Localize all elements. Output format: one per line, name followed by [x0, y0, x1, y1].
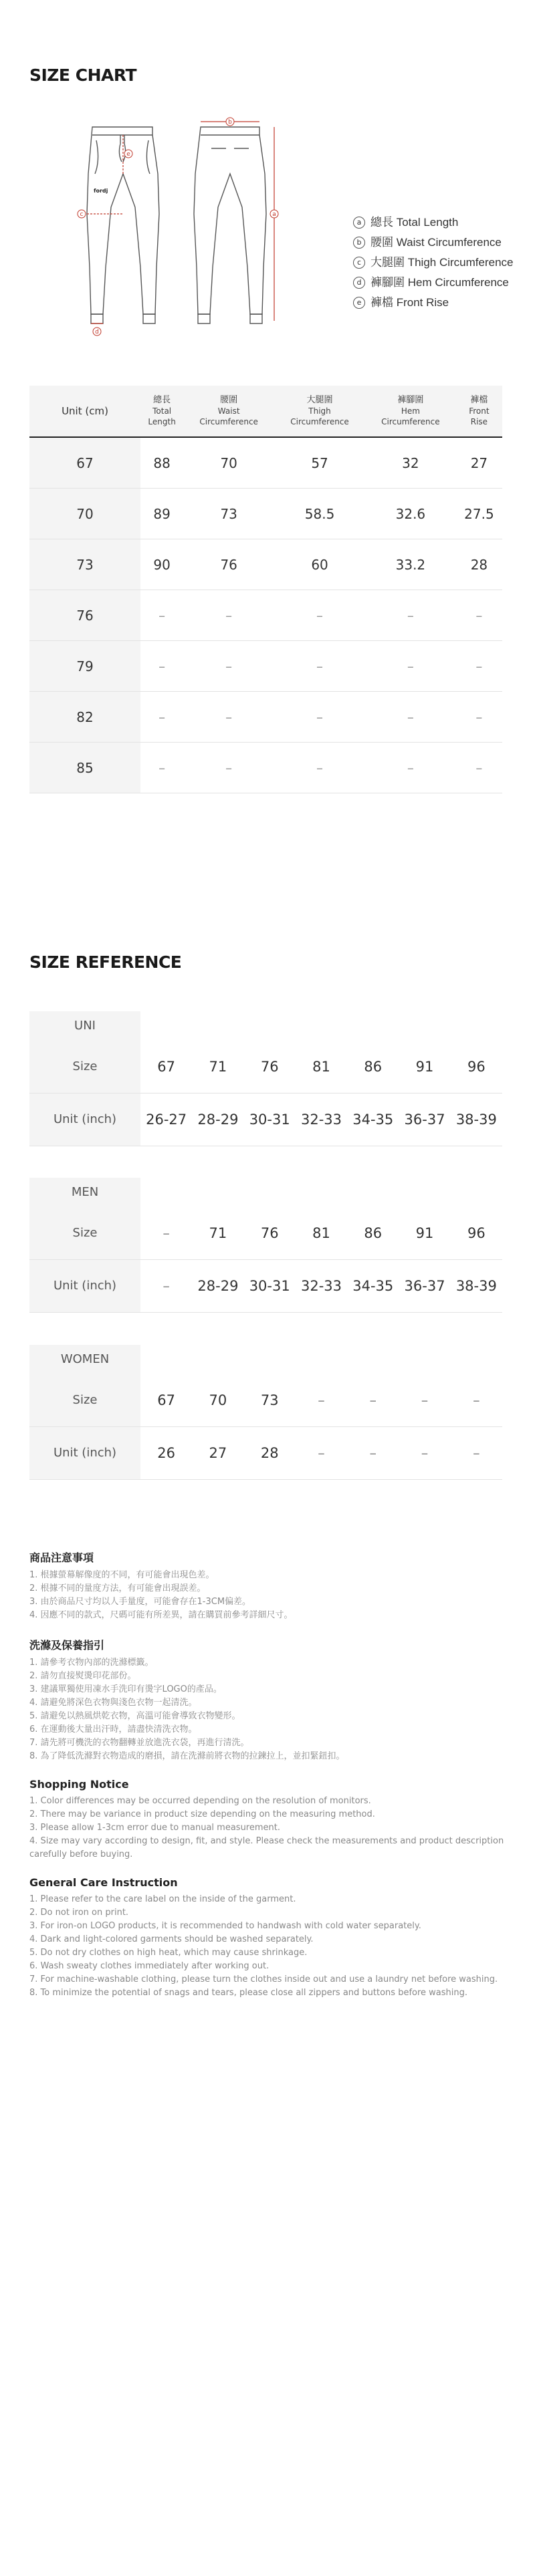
measurement-legend — [353, 213, 514, 313]
note-item: 1. 請參考衣物內部的洗滌標籤。 — [29, 1658, 154, 1668]
table-row — [29, 489, 502, 539]
notes-heading: General Care Instruction — [29, 1876, 178, 1889]
size-cell: 82 — [29, 692, 140, 743]
legend-item — [353, 213, 514, 233]
inch-row — [29, 1427, 502, 1480]
legend-marker: d — [353, 277, 365, 289]
measurement-cell: 27.5 — [456, 489, 502, 539]
shopping-notice-en — [29, 1778, 511, 1861]
note-item: 2. Do not iron on print. — [29, 1908, 129, 1918]
note-item: 3. For iron-on LOGO products, it is recommended to handwash with cold water separately. — [29, 1921, 421, 1931]
note-item: 8. 為了降低洗滌對衣物造成的磨損，請在洗滌前將衣物的拉鍊拉上，並扣緊鈕扣。 — [29, 1751, 345, 1761]
legend-item — [353, 233, 514, 253]
inch-row — [29, 1260, 502, 1313]
measurement-cell: – — [274, 590, 365, 641]
measurement-cell: – — [274, 743, 365, 793]
note-item: 6. 在運動後大量出汗時，請盡快清洗衣物。 — [29, 1724, 197, 1734]
size-value: – — [421, 1392, 429, 1408]
size-value: 26 — [157, 1445, 175, 1461]
size-value: 34-35 — [352, 1278, 394, 1294]
size-value: 34-35 — [352, 1112, 394, 1128]
measurement-cell: 32 — [365, 437, 456, 489]
group-title: MEN — [29, 1178, 140, 1207]
marker-e: e — [126, 151, 130, 158]
size-value: 36-37 — [404, 1112, 445, 1128]
measurement-cell: 90 — [140, 539, 183, 590]
note-item: 4. Size may vary according to design, fit, and style. Please check the measurements and product description carefully before buying. — [29, 1836, 504, 1859]
size-value: 76 — [260, 1059, 279, 1075]
size-value: 96 — [467, 1059, 486, 1075]
size-row — [29, 1374, 502, 1427]
measurement-cell: – — [365, 590, 456, 641]
measurement-cell: – — [456, 743, 502, 793]
measurement-cell: – — [456, 692, 502, 743]
note-item: 1. 根據螢幕解像度的不同，有可能會出現色差。 — [29, 1570, 215, 1580]
measurement-cell: 89 — [140, 489, 183, 539]
size-value: 30-31 — [249, 1278, 290, 1294]
note-item: 6. Wash sweaty clothes immediately after working out. — [29, 1961, 270, 1971]
note-item: 3. 建議單獨使用凍水手洗印有燙字LOGO的產品。 — [29, 1684, 222, 1694]
table-row — [29, 743, 502, 793]
group-title: UNI — [29, 1011, 140, 1041]
measurement-cell: 32.6 — [365, 489, 456, 539]
note-item: 1. Color differences may be occurred depending on the resolution of monitors. — [29, 1796, 371, 1806]
inch-row — [29, 1093, 502, 1146]
size-row — [29, 1207, 502, 1260]
measurement-cell: – — [456, 590, 502, 641]
note-item: 5. Do not dry clothes on high heat, which may cause shrinkage. — [29, 1948, 308, 1958]
measurement-cell: 76 — [183, 539, 274, 590]
measurement-cell: 27 — [456, 437, 502, 489]
size-value: 32-33 — [300, 1278, 342, 1294]
marker-a: a — [272, 211, 276, 218]
size-value: 67 — [157, 1059, 175, 1075]
notes-heading: 洗滌及保養指引 — [29, 1639, 105, 1652]
size-cell: 70 — [29, 489, 140, 539]
legend-label: 腰圍 Waist Circumference — [370, 236, 502, 249]
size-value: 26-27 — [146, 1112, 187, 1128]
size-value: 81 — [312, 1059, 330, 1075]
measurement-cell: – — [140, 743, 183, 793]
size-value: – — [473, 1445, 480, 1461]
measurement-cell: – — [140, 692, 183, 743]
size-value: – — [421, 1445, 429, 1461]
size-value: 28-29 — [197, 1112, 239, 1128]
size-value: 27 — [209, 1445, 227, 1461]
notes-section — [29, 1549, 511, 2015]
legend-marker: c — [353, 257, 365, 269]
size-value: 28-29 — [197, 1278, 239, 1294]
measurement-cell: – — [274, 692, 365, 743]
unit-header: Unit (cm) — [29, 386, 140, 437]
measurement-cell: – — [140, 590, 183, 641]
note-item: 1. Please refer to the care label on the inside of the garment. — [29, 1894, 296, 1904]
size-value: 36-37 — [404, 1278, 445, 1294]
legend-item — [353, 293, 514, 313]
size-reference-title: SIZE REFERENCE — [29, 952, 182, 972]
measurement-cell: 57 — [274, 437, 365, 489]
size-value: 86 — [364, 1059, 383, 1075]
size-value: – — [318, 1392, 325, 1408]
measurement-cell: – — [183, 641, 274, 692]
measurement-cell: 28 — [456, 539, 502, 590]
row-label: Size — [29, 1374, 140, 1426]
size-value: 91 — [415, 1059, 434, 1075]
size-value: 73 — [260, 1392, 279, 1408]
care-instruction-zh — [29, 1637, 511, 1763]
marker-b: b — [228, 119, 232, 126]
measurement-cell: 60 — [274, 539, 365, 590]
legend-label: 總長 Total Length — [370, 216, 459, 229]
legend-marker: b — [353, 237, 365, 249]
legend-marker: e — [353, 297, 365, 309]
measurement-cell: – — [365, 692, 456, 743]
size-value: 28 — [260, 1445, 279, 1461]
measurement-cell: – — [365, 641, 456, 692]
legend-label: 大腿圍 Thigh Circumference — [370, 256, 514, 269]
note-item: 7. 請先將可機洗的衣物翻轉並放進洗衣袋，再進行清洗。 — [29, 1738, 249, 1748]
measurement-cell: 33.2 — [365, 539, 456, 590]
legend-label: 褲腳圍 Hem Circumference — [370, 276, 509, 289]
row-label: Size — [29, 1041, 140, 1093]
size-cell: 85 — [29, 743, 140, 793]
size-value: – — [369, 1445, 377, 1461]
group-title: WOMEN — [29, 1345, 140, 1374]
measurement-cell: – — [183, 590, 274, 641]
notes-heading: Shopping Notice — [29, 1778, 129, 1791]
size-reference-uni — [29, 1011, 502, 1146]
size-value: 67 — [157, 1392, 175, 1408]
measurement-cell: – — [456, 641, 502, 692]
size-reference-men — [29, 1178, 502, 1313]
legend-item — [353, 273, 514, 293]
note-item: 2. There may be variance in product size depending on the measuring method. — [29, 1809, 375, 1819]
row-label: Unit (inch) — [29, 1093, 140, 1146]
note-item: 2. 根據不同的量度方法，有可能會出現誤差。 — [29, 1583, 206, 1593]
note-item: 8. To minimize the potential of snags and tears, please close all zippers and buttons before washing. — [29, 1988, 468, 1998]
size-value: 91 — [415, 1225, 434, 1241]
size-row — [29, 1041, 502, 1093]
measurement-cell: 88 — [140, 437, 183, 489]
legend-label: 褲檔 Front Rise — [370, 296, 449, 309]
table-row — [29, 590, 502, 641]
measurement-cell: 73 — [183, 489, 274, 539]
marker-c: c — [80, 211, 84, 218]
size-chart-title: SIZE CHART — [29, 66, 137, 85]
care-instruction-en — [29, 1876, 511, 2000]
note-item: 7. For machine-washable clothing, please turn the clothes inside out and use a laundry net before washing. — [29, 1974, 498, 1984]
table-row — [29, 641, 502, 692]
note-item: 5. 請避免以熱風烘乾衣物，高溫可能會導致衣物變形。 — [29, 1711, 241, 1721]
shopping-notice-zh — [29, 1549, 511, 1622]
size-value: 38-39 — [455, 1278, 497, 1294]
table-row — [29, 692, 502, 743]
measurement-cell: – — [365, 743, 456, 793]
table-row — [29, 539, 502, 590]
size-value: 38-39 — [455, 1112, 497, 1128]
size-value: 76 — [260, 1225, 279, 1241]
note-item: 3. Please allow 1-3cm error due to manual measurement. — [29, 1823, 280, 1833]
column-header: 腰圍 Waist Circumference — [183, 386, 274, 437]
size-value: 32-33 — [300, 1112, 342, 1128]
column-header: 褲檔 Front Rise — [456, 386, 502, 437]
measurement-cell: 58.5 — [274, 489, 365, 539]
measurement-cell: – — [140, 641, 183, 692]
size-cell: 76 — [29, 590, 140, 641]
table-row — [29, 437, 502, 489]
size-value: – — [473, 1392, 480, 1408]
note-item: 4. Dark and light-colored garments should be washed separately. — [29, 1934, 314, 1944]
row-label: Size — [29, 1207, 140, 1259]
size-value: 71 — [209, 1225, 227, 1241]
measurement-cell: – — [183, 692, 274, 743]
brand-tag: fordj — [94, 188, 108, 194]
size-value: 71 — [209, 1059, 227, 1075]
size-value: 70 — [209, 1392, 227, 1408]
note-item: 4. 請避免將深色衣物與淺色衣物一起清洗。 — [29, 1698, 197, 1708]
size-value: – — [163, 1278, 170, 1294]
size-cell: 67 — [29, 437, 140, 489]
size-value: 81 — [312, 1225, 330, 1241]
size-value: 86 — [364, 1225, 383, 1241]
row-label: Unit (inch) — [29, 1260, 140, 1312]
measurement-cell: – — [183, 743, 274, 793]
row-label: Unit (inch) — [29, 1427, 140, 1479]
size-value: – — [318, 1445, 325, 1461]
column-header: 總長 Total Length — [140, 386, 183, 437]
column-header: 褲腳圍 Hem Circumference — [365, 386, 456, 437]
note-item: 4. 因應不同的款式，尺碼可能有所差異，請在購買前參考詳細尺寸。 — [29, 1610, 293, 1620]
marker-d: d — [95, 329, 99, 336]
size-value: – — [369, 1392, 377, 1408]
measurement-cell: – — [274, 641, 365, 692]
pants-diagram — [74, 114, 301, 354]
table-header-row — [29, 386, 502, 437]
size-value: 30-31 — [249, 1112, 290, 1128]
size-cell: 73 — [29, 539, 140, 590]
size-value: – — [163, 1225, 170, 1241]
note-item: 3. 由於商品尺寸均以人手量度，可能會存在1-3CM偏差。 — [29, 1597, 251, 1607]
note-item: 2. 請勿直接熨燙印花部份。 — [29, 1671, 136, 1681]
size-value: 96 — [467, 1225, 486, 1241]
legend-item — [353, 253, 514, 273]
size-reference-women — [29, 1345, 502, 1480]
legend-marker: a — [353, 217, 365, 229]
notes-heading: 商品注意事項 — [29, 1551, 94, 1564]
measurement-cell: 70 — [183, 437, 274, 489]
size-cell: 79 — [29, 641, 140, 692]
column-header: 大腿圍 Thigh Circumference — [274, 386, 365, 437]
size-chart-table — [29, 386, 502, 793]
